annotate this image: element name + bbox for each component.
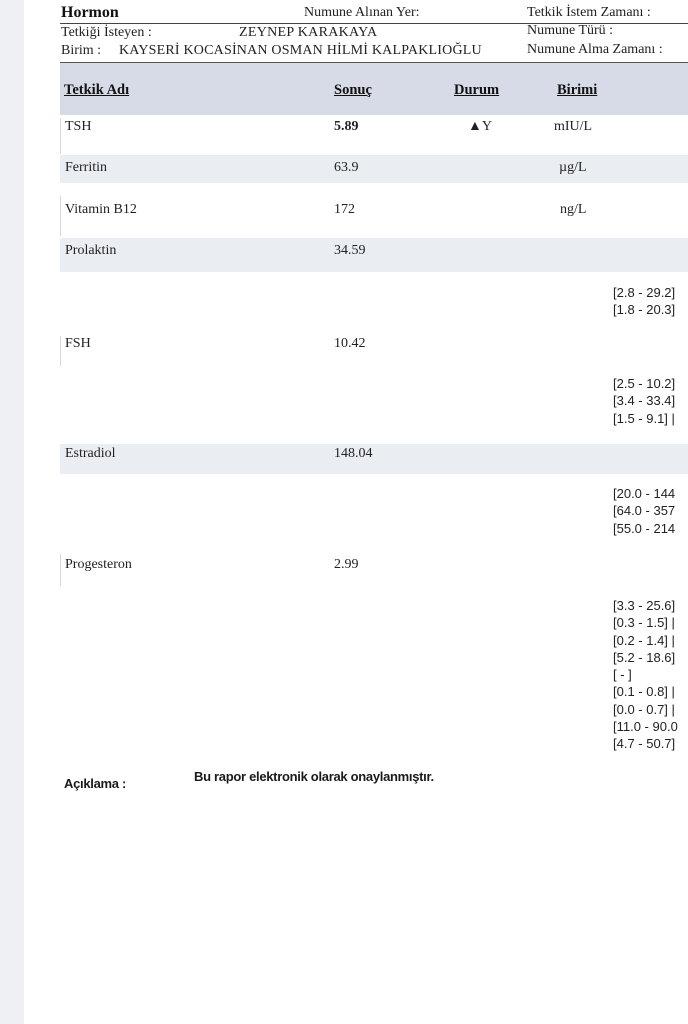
column-header-unit: Birimi <box>557 82 598 98</box>
reference-range: [1.8 - 20.3] <box>613 302 676 318</box>
report-page <box>24 0 688 1024</box>
result-progesteron: 2.99 <box>334 557 359 572</box>
unit-ferritin: µg/L <box>559 160 587 175</box>
footer-label: Açıklama : <box>64 776 127 791</box>
unit-tsh: mIU/L <box>554 119 593 134</box>
sample-place-label: Numune Alınan Yer: <box>304 5 420 20</box>
requester-value: ZEYNEP KARAKAYA <box>239 25 378 40</box>
reference-range: [5.2 - 18.6] <box>613 649 676 665</box>
reference-range: [4.7 - 50.7] <box>613 736 676 752</box>
reference-range: [3.3 - 25.6] <box>613 598 676 613</box>
reference-range: [0.1 - 0.8] | <box>613 684 675 700</box>
footer-text: Bu rapor elektronik olarak onaylanmıştır. <box>194 769 434 784</box>
result-prolaktin: 34.59 <box>334 243 366 258</box>
sample-type-label: Numune Türü : <box>527 23 614 38</box>
reference-range-group <box>613 375 675 427</box>
test-name-fsh: FSH <box>65 336 91 351</box>
result-tsh: 5.89 <box>334 119 359 134</box>
column-header-result: Sonuç <box>334 82 372 98</box>
result-ferritin: 63.9 <box>334 160 359 175</box>
reference-range: [2.5 - 10.2] <box>613 376 676 391</box>
reference-range: [2.8 - 29.2] <box>613 285 676 300</box>
column-header-name: Tetkik Adı <box>64 82 130 98</box>
test-name-estradiol: Estradiol <box>65 446 116 461</box>
status-tsh: ▲Y <box>468 119 492 134</box>
table-header <box>60 62 688 115</box>
reference-range: [11.0 - 90.0 <box>613 719 678 735</box>
row-tick <box>60 196 61 236</box>
result-estradiol: 148.04 <box>334 446 373 461</box>
reference-range: [0.2 - 1.4] | <box>613 632 675 648</box>
column-header-status: Durum <box>454 82 500 98</box>
reference-range: [1.5 - 9.1] | <box>613 410 675 426</box>
reference-range: [0.0 - 0.7] | <box>613 701 675 717</box>
test-name-tsh: TSH <box>65 119 92 134</box>
result-fsh: 10.42 <box>334 336 366 351</box>
section-title: Hormon <box>61 4 119 21</box>
reference-range: [55.0 - 214 <box>613 520 676 536</box>
reference-range: [0.3 - 1.5] | <box>613 615 675 631</box>
reference-range: [ - ] <box>613 667 632 683</box>
test-name-progesteron: Progesteron <box>65 557 132 572</box>
request-time-label: Tetkik İstem Zamanı : <box>527 5 651 20</box>
requester-label: Tetkiği İsteyen : <box>61 25 152 40</box>
left-margin-bar <box>0 0 24 1024</box>
test-name-ferritin: Ferritin <box>65 160 107 175</box>
reference-range-group <box>613 284 675 319</box>
reference-range: [3.4 - 33.4] <box>613 393 676 409</box>
result-vitamin-b12: 172 <box>334 202 355 217</box>
reference-range: [64.0 - 357 <box>613 503 676 519</box>
reference-range-group <box>613 597 678 753</box>
unit-label: Birim : <box>61 43 102 58</box>
row-tick <box>60 118 61 154</box>
row-tick <box>60 554 61 586</box>
row-band <box>60 444 688 474</box>
row-band <box>60 155 688 183</box>
test-name-prolaktin: Prolaktin <box>65 243 117 258</box>
reference-range-group <box>613 485 675 537</box>
sample-time-label: Numune Alma Zamanı : <box>527 42 663 57</box>
test-name-vitamin-b12: Vitamin B12 <box>65 202 137 217</box>
unit-vitamin-b12: ng/L <box>560 202 587 217</box>
row-band <box>60 238 688 272</box>
unit-value: KAYSERİ KOCASİNAN OSMAN HİLMİ KALPAKLIOĞLU <box>119 43 482 58</box>
row-tick <box>60 336 61 366</box>
reference-range: [20.0 - 144 <box>613 486 676 501</box>
